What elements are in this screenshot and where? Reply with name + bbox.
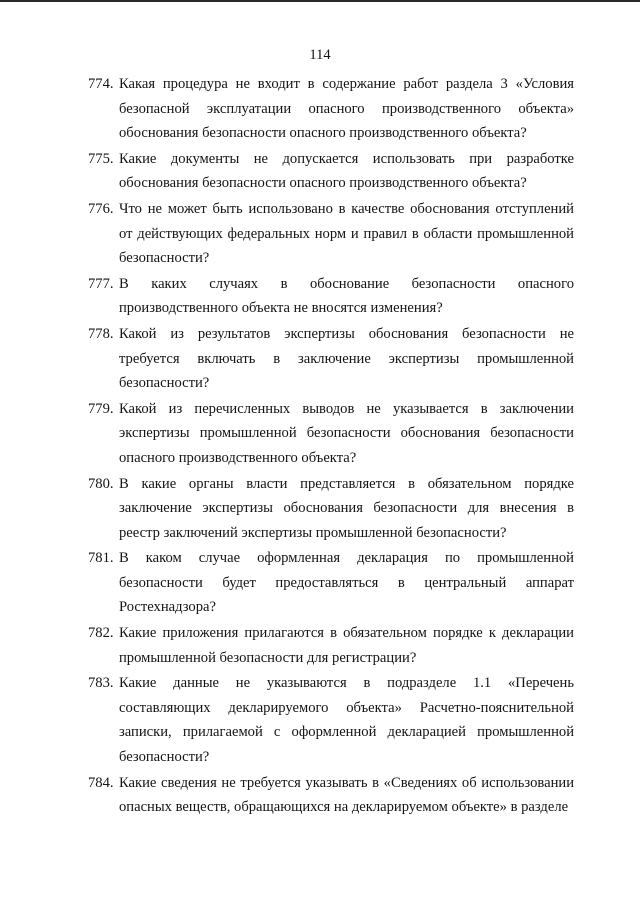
- question-text: Какие документы не допускается использовать при разработке обоснования безопасности опасного производственного объекта?: [119, 150, 574, 192]
- list-item: [88, 472, 574, 546]
- question-text: Какая процедура не входит в содержание работ раздела 3 «Условия безопасной эксплуатации опасного производственного объекта» обоснования безопасности опасного производственного объекта?: [119, 76, 574, 142]
- top-rule: [0, 0, 640, 2]
- question-text: В каком случае оформленная декларация по промышленной безопасности будет предоставляться в центральный аппарат Ростехнадзора?: [119, 550, 574, 616]
- list-item: [88, 771, 574, 820]
- question-text: Какие данные не указываются в подразделе 1.1 «Перечень составляющих декларируемого объекта» Расчетно-пояснительной записки, прилагаемой с оформленной декларацией промышленной безопасности?: [119, 675, 574, 766]
- list-item: [88, 147, 574, 196]
- question-number: 775.: [88, 150, 114, 167]
- question-list: [88, 72, 574, 821]
- list-item: [88, 621, 574, 670]
- page-number: 114: [309, 47, 331, 63]
- list-item: [88, 72, 574, 146]
- question-text: В каких случаях в обоснование безопасности опасного производственного объекта не вносятся изменения?: [119, 275, 574, 317]
- question-text: Какие сведения не требуется указывать в «Сведениях об использовании опасных веществ, обращающихся на декларируемом объекте» в разделе: [119, 774, 574, 816]
- list-item: [88, 546, 574, 620]
- question-text: Какие приложения прилагаются в обязательном порядке к декларации промышленной безопасности для регистрации?: [119, 625, 574, 666]
- question-number: 776.: [88, 200, 114, 217]
- question-text: Что не может быть использовано в качестве обоснования отступлений от действующих федеральных норм и правил в области промышленной безопасности?: [119, 200, 574, 267]
- list-item: [88, 671, 574, 769]
- list-item: [88, 397, 574, 471]
- list-item: [88, 322, 574, 396]
- question-number: 781.: [88, 550, 114, 567]
- list-item: [88, 272, 574, 321]
- question-number: 784.: [88, 774, 114, 791]
- question-number: 782.: [88, 625, 114, 642]
- question-number: 780.: [88, 475, 114, 492]
- question-text: В какие органы власти представляется в обязательном порядке заключение экспертизы обоснования безопасности для внесения в реестр заключений экспертизы промышленной безопасности?: [119, 475, 574, 541]
- question-text: Какой из перечисленных выводов не указывается в заключении экспертизы промышленной безопасности обоснования безопасности опасного производственного объекта?: [119, 400, 574, 466]
- question-number: 778.: [88, 325, 114, 342]
- question-text: Какой из результатов экспертизы обоснования безопасности не требуется включать в заключение экспертизы промышленной безопасности?: [119, 325, 574, 392]
- question-number: 783.: [88, 675, 114, 692]
- question-number: 774.: [88, 76, 114, 92]
- question-number: 777.: [88, 275, 114, 292]
- list-item: [88, 197, 574, 271]
- question-number: 779.: [88, 400, 114, 417]
